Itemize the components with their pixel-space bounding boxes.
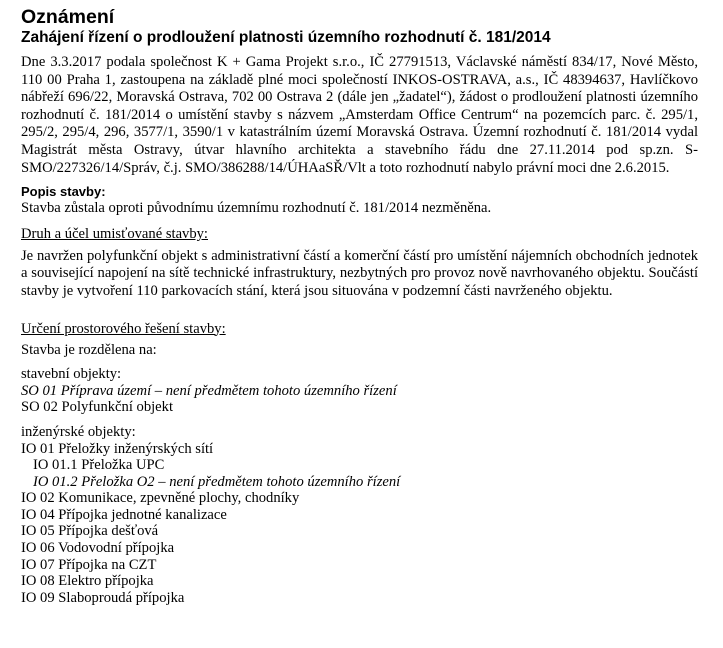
stavebni-label: stavební objekty: [21, 366, 122, 383]
popis-title: Popis stavby: [21, 184, 106, 200]
inzenyrske-label: inženýrské objekty: [21, 423, 136, 440]
io-07-item: IO 07 Přípojka na CZT [21, 556, 157, 573]
urceni-title: Určení prostorového řešení stavby: [21, 320, 226, 337]
so-01-item: SO 01 Příprava území – není předmětem tohoto územního řízení [21, 382, 397, 399]
io-01-item: IO 01 Přeložky inženýrských sítí [21, 440, 214, 457]
document-subheading: Zahájení řízení o prodloužení platnosti územního rozhodnutí č. 181/2014 [21, 29, 551, 46]
so-02-item: SO 02 Polyfunkční objekt [21, 399, 174, 416]
document-heading: Oznámení [21, 6, 115, 28]
io-02-item: IO 02 Komunikace, zpevněné plochy, chodníky [21, 490, 300, 507]
urceni-line1: Stavba je rozdělena na: [21, 341, 157, 358]
io-09-item: IO 09 Slaboproudá přípojka [21, 589, 185, 606]
io-04-item: IO 04 Přípojka jednotné kanalizace [21, 506, 227, 523]
io-05-item: IO 05 Přípojka dešťová [21, 523, 159, 540]
druh-text: Je navržen polyfunkční objekt s administrativní částí a komerční částí pro umístění nájemních obchodních jednotek a související napojení na sítě technické infrastruktury, nezbytných pro provoz nově navrhovaného objektu. Součástí stavby je vytvoření 110 parkovacích stání, která jsou situována v podzemní části navrženého objektu. [21, 247, 698, 299]
io-06-item: IO 06 Vodovodní přípojka [21, 540, 175, 557]
druh-title: Druh a účel umisťované stavby: [21, 225, 208, 242]
io-01-2-item: IO 01.2 Přeložka O2 – není předmětem tohoto územního řízení [33, 473, 401, 490]
popis-text: Stavba zůstala oproti původnímu územnímu rozhodnutí č. 181/2014 nezměněna. [21, 200, 492, 217]
io-01-1-item: IO 01.1 Přeložka UPC [33, 457, 165, 474]
intro-paragraph: Dne 3.3.2017 podala společnost K + Gama Projekt s.r.o., IČ 27791513, Václavské náměstí 834/17, Nové Město, 110 00 Praha 1, zastoupena na základě plné moci společností INKOS-OSTRAVA, a.s., IČ 48394637, Havlíčkovo nábřeží 696/22, Moravská Ostrava, 702 00 Ostrava 2 (dále jen „žadatel“), žádost o prodloužení platnosti územního rozhodnutí č. 181/2014 o umístění stavby s názvem „Amsterdam Office Centrum“ na pozemcích parc. č. 295/1, 295/2, 295/4, 296, 3577/1, 3590/1 v katastrálním území Moravská Ostrava. Územní rozhodnutí č. 181/2014 vydal Magistrát města Ostravy, útvar hlavního architekta a stavebního řádu dne 27.11.2014 pod sp.zn. S-SMO/227326/14/Správ, č.j. SMO/386288/14/ÚHAaSŘ/Vlt a toto rozhodnutí nabylo právní moci dne 2.6.2015. [21, 54, 698, 176]
io-08-item: IO 08 Elektro přípojka [21, 573, 154, 590]
